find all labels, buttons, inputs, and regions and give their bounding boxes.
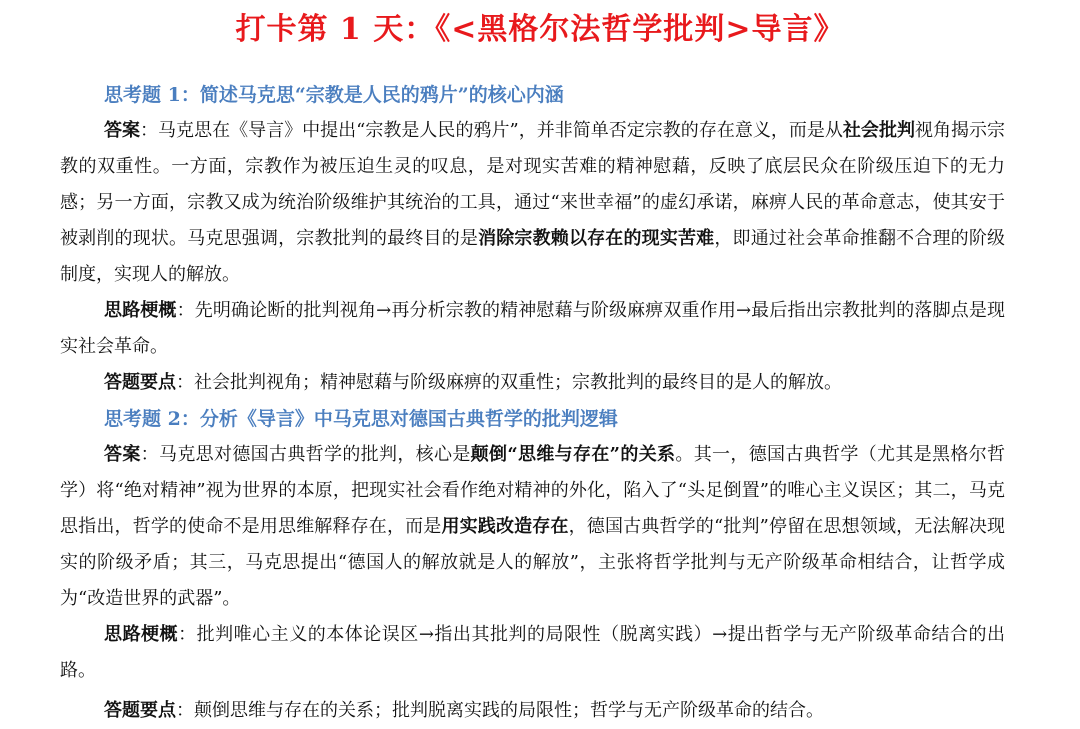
answer-label: 答案 <box>104 120 141 141</box>
outline-label: 思路梗概 <box>104 300 177 321</box>
outline-label: 思路梗概 <box>104 624 179 645</box>
question-2-answer: 答案：马克思对德国古典哲学的批判，核心是颠倒“思维与存在”的关系。其一，德国古典哲学（尤其是黑格尔哲学）将“绝对精神”视为世界的本原，把现实社会看作绝对精神的外化，陷入了“头足倒置”的唯心主义误区；其二，马克思指出，哲学的使命不是用思维解释存在，而是用实践改造存在，德国古典哲学的“批判”停留在思想领域，无法解决现实的阶级矛盾；其三，马克思提出“德国人的解放就是人的解放”，主张将哲学批判与无产阶级革命相结合，让哲学成为“改造世界的武器”。 <box>60 444 1006 609</box>
emphasis-practice-transform: 用实践改造存在 <box>441 516 569 537</box>
page-title: 打卡第 1 天：《<黑格尔法哲学批判>导言》 <box>235 12 845 47</box>
keypoints-label: 答题要点 <box>104 700 176 721</box>
emphasis-invert-thinking-existence: 颠倒“思维与存在”的关系 <box>470 444 676 465</box>
question-1-outline: 思路梗概：先明确论断的批判视角→再分析宗教的精神慰藉与阶级麻痹双重作用→最后指出宗教批判的落脚点是现实社会革命。 <box>60 300 1005 357</box>
question-1-keypoints: 答题要点：社会批判视角；精神慰藉与阶级麻痹的双重性；宗教批判的最终目的是人的解放。 <box>104 372 842 393</box>
answer-label: 答案 <box>104 444 141 465</box>
document-body <box>60 77 1005 729</box>
keypoints-label: 答题要点 <box>104 372 176 393</box>
emphasis-social-critique: 社会批判 <box>842 120 915 141</box>
question-2-heading: 思考题 2：分析《导言》中马克思对德国古典哲学的批判逻辑 <box>104 408 618 430</box>
question-1-answer: 答案：马克思在《导言》中提出“宗教是人民的鸦片”，并非简单否定宗教的存在意义，而是从社会批判视角揭示宗教的双重性。一方面，宗教作为被压迫生灵的叹息，是对现实苦难的精神慰藉，反映了底层民众在阶级压迫下的无力感；另一方面，宗教又成为统治阶级维护其统治的工具，通过“来世幸福”的虚幻承诺，麻痹人民的革命意志，使其安于被剥削的现状。马克思强调，宗教批判的最终目的是消除宗教赖以存在的现实苦难，即通过社会革命推翻不合理的阶级制度，实现人的解放。 <box>60 120 1006 285</box>
question-2-keypoints: 答题要点：颠倒思维与存在的关系；批判脱离实践的局限性；哲学与无产阶级革命的结合。 <box>104 700 824 721</box>
emphasis-eliminate-suffering: 消除宗教赖以存在的现实苦难 <box>478 228 715 249</box>
question-1-heading: 思考题 1：简述马克思“宗教是人民的鸦片”的核心内涵 <box>104 84 564 106</box>
question-2-outline: 思路梗概：批判唯心主义的本体论误区→指出其批判的局限性（脱离实践）→提出哲学与无产阶级革命结合的出路。 <box>60 624 1006 681</box>
